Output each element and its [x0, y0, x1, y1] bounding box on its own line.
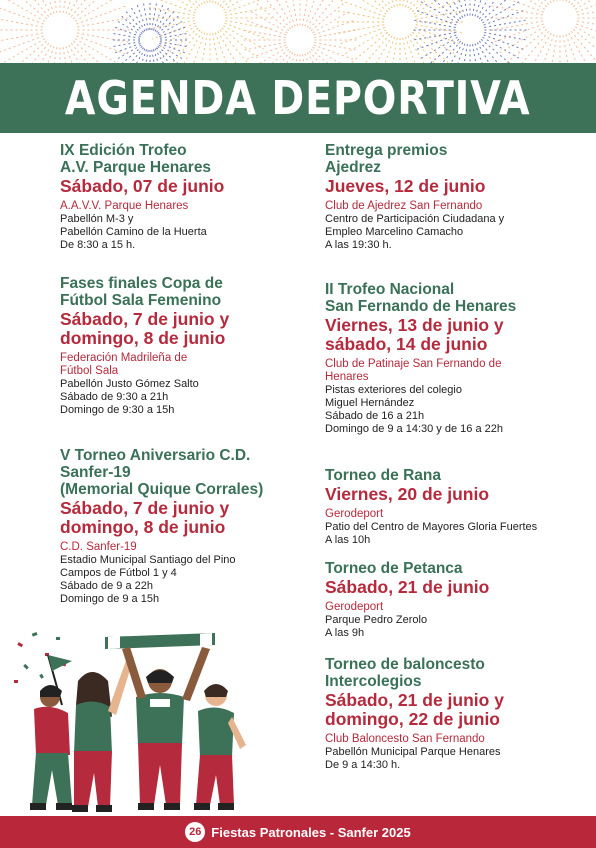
event-detail: Campos de Fútbol 1 y 4 — [60, 567, 177, 579]
event-date — [325, 578, 550, 597]
event-date-line: Viernes, 13 de junio y — [325, 315, 504, 335]
firework-burst — [336, 0, 464, 66]
event-title-line: (Memorial Quique Corrales) — [60, 481, 264, 498]
event-date — [325, 177, 550, 196]
firework-burst — [490, 0, 596, 66]
footer-text: Fiestas Patronales - Sanfer 2025 — [211, 824, 411, 840]
event-title-line: Intercolegios — [325, 673, 422, 690]
event-organizer-line: Club de Patinaje San Fernando de — [325, 358, 502, 370]
title-banner — [0, 63, 596, 133]
event-detail: Sábado de 16 a 21h — [325, 410, 425, 422]
event-organizer — [325, 358, 550, 384]
firework-burst — [148, 0, 272, 66]
event-detail: Patio del Centro de Mayores Gloria Fuertes — [325, 521, 538, 533]
event-organizer-line: A.A.V.V. Parque Henares — [60, 200, 189, 212]
event-organizer-line: Gerodeport — [325, 601, 384, 613]
event-detail: Domingo de 9:30 a 15h — [60, 404, 175, 416]
firework-burst — [110, 0, 190, 66]
event-detail: Pabellón Justo Gómez Salto — [60, 378, 199, 390]
event-organizer — [325, 733, 550, 746]
event-detail: Miguel Hernández — [325, 397, 415, 409]
event-detail: Domingo de 9 a 15h — [60, 593, 160, 605]
cheering-fans-illustration — [10, 625, 250, 820]
event-title-line: V Torneo Aniversario C.D. — [60, 447, 251, 464]
event-organizer-line: Fútbol Sala — [60, 365, 119, 377]
event-organizer — [325, 508, 550, 521]
firework-burst — [0, 0, 130, 66]
event-organizer — [60, 352, 310, 378]
event-detail: Parque Pedro Zerolo — [325, 614, 428, 626]
event-title-line: Torneo de Petanca — [325, 560, 463, 577]
confetti-decoration — [14, 632, 66, 683]
fireworks-decoration — [0, 0, 596, 66]
event-detail: De 9 a 14:30 h. — [325, 759, 401, 771]
event-title — [325, 560, 550, 577]
event-torneo-petanca — [325, 560, 550, 640]
firework-burst — [242, 0, 358, 66]
event-organizer-line: Club de Ajedrez San Fernando — [325, 200, 483, 212]
event-title — [325, 467, 550, 484]
event-detail: Empleo Marcelino Camacho — [325, 226, 464, 238]
event-date-line: domingo, 22 de junio — [325, 709, 500, 729]
event-trofeo-parque-henares — [60, 142, 310, 252]
event-organizer-line: Club Baloncesto San Fernando — [325, 733, 485, 745]
event-trofeo-nacional-patinaje — [325, 281, 550, 436]
event-title-line: II Trofeo Nacional — [325, 281, 455, 298]
event-detail: Pabellón M-3 y — [60, 213, 134, 225]
event-detail: Pabellón Camino de la Huerta — [60, 226, 207, 238]
event-torneo-sanfer-19 — [60, 447, 310, 606]
event-detail: Sábado de 9:30 a 21h — [60, 391, 169, 403]
event-date-line: Viernes, 20 de junio — [325, 484, 490, 504]
event-date — [60, 499, 310, 537]
event-title-line: Sanfer-19 — [60, 464, 131, 481]
event-date-line: sábado, 14 de junio — [325, 334, 488, 354]
event-date — [60, 177, 310, 196]
event-date-line: Sábado, 7 de junio y — [60, 309, 230, 329]
event-organizer-line: Gerodeport — [325, 508, 384, 520]
event-copa-futbol-sala — [60, 275, 310, 417]
event-organizer — [325, 200, 550, 213]
event-title — [325, 281, 550, 315]
event-detail: Domingo de 9 a 14:30 y de 16 a 22h — [325, 423, 503, 435]
event-detail: Sábado de 9 a 22h — [60, 580, 153, 592]
event-detail: Estadio Municipal Santiago del Pino — [60, 554, 236, 566]
footer-bar — [0, 816, 596, 848]
event-title-line: Torneo de Rana — [325, 467, 441, 484]
event-organizer — [60, 541, 310, 554]
event-organizer-line: Federación Madrileña de — [60, 352, 188, 364]
event-date — [325, 316, 550, 354]
event-title-line: Fútbol Sala Femenino — [60, 292, 222, 309]
event-title-line: Fases finales Copa de — [60, 275, 223, 292]
event-detail: A las 9h — [325, 627, 365, 639]
page-title: AGENDA DEPORTIVA — [65, 71, 531, 125]
event-title-line: San Fernando de Henares — [325, 298, 517, 315]
event-date — [325, 485, 550, 504]
event-title — [60, 275, 310, 309]
event-title — [325, 656, 550, 690]
event-title — [60, 142, 310, 176]
event-title-line: Ajedrez — [325, 159, 381, 176]
event-date — [60, 310, 310, 348]
event-detail: A las 10h — [325, 534, 371, 546]
event-date-line: Sábado, 07 de junio — [60, 176, 225, 196]
event-date-line: Sábado, 21 de junio — [325, 577, 490, 597]
event-date-line: domingo, 8 de junio — [60, 517, 226, 537]
event-detail: De 8:30 a 15 h. — [60, 239, 136, 251]
event-organizer-line: C.D. Sanfer-19 — [60, 541, 137, 553]
event-date-line: Jueves, 12 de junio — [325, 176, 486, 196]
event-detail: A las 19:30 h. — [325, 239, 392, 251]
event-title-line: IX Edición Trofeo — [60, 142, 187, 159]
event-detail: Pabellón Municipal Parque Henares — [325, 746, 501, 758]
event-organizer-line: Henares — [325, 371, 369, 383]
page-number-badge: 26 — [185, 822, 205, 842]
event-detail: Centro de Participación Ciudadana y — [325, 213, 505, 225]
event-title-line: Torneo de baloncesto — [325, 656, 485, 673]
event-torneo-baloncesto — [325, 656, 550, 772]
event-title-line: Entrega premios — [325, 142, 448, 159]
event-date-line: Sábado, 21 de junio y — [325, 690, 504, 710]
event-premios-ajedrez — [325, 142, 550, 252]
event-organizer — [325, 601, 550, 614]
event-organizer — [60, 200, 310, 213]
event-date-line: Sábado, 7 de junio y — [60, 498, 230, 518]
event-date-line: domingo, 8 de junio — [60, 328, 226, 348]
event-title — [325, 142, 550, 176]
event-title — [60, 447, 310, 498]
event-torneo-rana — [325, 467, 550, 547]
event-date — [325, 691, 550, 729]
event-title-line: A.V. Parque Henares — [60, 159, 212, 176]
event-detail: Pistas exteriores del colegio — [325, 384, 462, 396]
